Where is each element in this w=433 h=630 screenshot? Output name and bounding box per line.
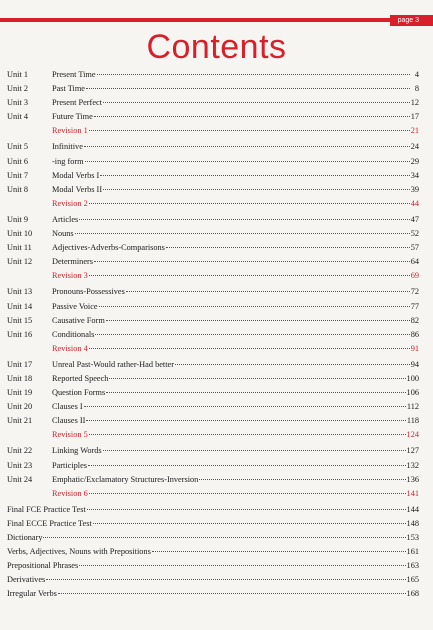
toc-entry: [52, 400, 419, 414]
toc-dot-leader: [79, 559, 405, 566]
toc-dot-leader: [95, 328, 409, 335]
toc-unit-number: Unit 18: [7, 373, 33, 383]
toc-dot-leader: [175, 358, 410, 365]
toc-page-number: 127: [406, 446, 419, 456]
toc-unit-row[interactable]: [7, 96, 419, 110]
toc-appendix-row[interactable]: [7, 531, 419, 545]
toc-entry-title: Linking Words: [52, 446, 102, 456]
toc-entry: [52, 285, 419, 299]
toc-page-number: 21: [410, 126, 419, 136]
toc-page-number: 17: [410, 112, 419, 122]
toc-unit-number: Unit 13: [7, 287, 33, 297]
toc-entry: [52, 372, 419, 386]
toc-unit-row[interactable]: [7, 140, 419, 154]
toc-unit-row[interactable]: [7, 473, 419, 487]
toc-entry-title: Revision 4: [52, 343, 88, 353]
toc-unit-number: Unit 1: [7, 70, 28, 79]
toc-entry: [52, 183, 419, 197]
toc-unit-number: Unit 8: [7, 184, 28, 194]
toc-unit-row[interactable]: [7, 300, 419, 314]
toc-entry: [52, 255, 419, 269]
toc-dot-leader: [99, 300, 410, 307]
toc-revision-row[interactable]: [7, 197, 419, 211]
toc-entry-title: Irregular Verbs: [7, 589, 57, 599]
toc-entry: [52, 155, 419, 169]
toc-entry-title: -ing form: [52, 156, 84, 166]
toc-unit-row[interactable]: [7, 155, 419, 169]
toc-entry: [52, 110, 419, 124]
toc-page-number: 148: [406, 518, 419, 528]
toc-page-number: 52: [410, 229, 419, 239]
toc-entry: [7, 559, 419, 573]
toc-appendix-row[interactable]: [7, 545, 419, 559]
toc-unit-number: Unit 14: [7, 301, 33, 311]
toc-entry: [52, 314, 419, 328]
toc-dot-leader: [85, 155, 410, 162]
toc-unit-row[interactable]: [7, 314, 419, 328]
toc-page-number: 34: [410, 170, 419, 180]
toc-unit-row[interactable]: [7, 82, 419, 96]
toc-entry: [7, 531, 419, 545]
toc-page-number: 100: [406, 373, 419, 383]
toc-entry: [52, 444, 419, 458]
toc-entry-title: Reported Speech: [52, 373, 109, 383]
toc-page-number: 136: [406, 474, 419, 484]
toc-revision-row[interactable]: [7, 487, 419, 501]
toc-page-number: 132: [406, 460, 419, 470]
toc-entry: [52, 227, 419, 241]
toc-entry-title: Determiners: [52, 257, 94, 267]
toc-dot-leader: [100, 169, 409, 176]
toc-entry: [52, 96, 419, 110]
toc-entry-title: Revision 3: [52, 271, 88, 281]
toc-page-number: 106: [406, 388, 419, 398]
toc-unit-row[interactable]: [7, 358, 419, 372]
toc-dot-leader: [97, 68, 410, 75]
toc-unit-number: Unit 15: [7, 315, 33, 325]
toc-entry: [7, 503, 419, 517]
toc-page-number: 82: [410, 315, 419, 325]
toc-unit-row[interactable]: [7, 414, 419, 428]
toc-entry-title: Nouns: [52, 229, 74, 239]
toc-entry-title: Revision 1: [52, 126, 88, 136]
toc-page-number: 141: [406, 488, 419, 498]
toc-dot-leader: [93, 517, 406, 524]
toc-entry: [52, 428, 419, 442]
toc-unit-row[interactable]: [7, 255, 419, 269]
toc-dot-leader: [199, 473, 405, 480]
toc-entry: [7, 517, 419, 531]
toc-unit-number: Unit 7: [7, 170, 28, 180]
toc-dot-leader: [86, 414, 405, 421]
toc-entry: [52, 358, 419, 372]
toc-unit-row[interactable]: [7, 169, 419, 183]
toc-entry: [52, 140, 419, 154]
toc-appendix-row[interactable]: [7, 559, 419, 573]
toc-unit-row[interactable]: [7, 328, 419, 342]
toc-unit-number: Unit 19: [7, 388, 33, 398]
toc-entry: [52, 213, 419, 227]
toc-dot-leader: [58, 587, 406, 594]
toc-appendix-row[interactable]: [7, 573, 419, 587]
toc-entry-title: Passive Voice: [52, 301, 98, 311]
toc-dot-leader: [46, 573, 405, 580]
toc-unit-row[interactable]: [7, 459, 419, 473]
toc-entry: [52, 169, 419, 183]
toc-entry-title: Question Forms: [52, 388, 106, 398]
toc-entry-title: Modal Verbs I: [52, 170, 100, 180]
toc-unit-number: Unit 5: [7, 142, 28, 152]
toc-page-number: 4: [414, 70, 419, 79]
toc-entry-title: Conditionals: [52, 329, 95, 339]
toc-unit-number: Unit 21: [7, 416, 33, 426]
toc-entry: [52, 197, 419, 211]
toc-dot-leader: [103, 444, 406, 451]
toc-entry-title: Final FCE Practice Test: [7, 504, 86, 514]
toc-dot-leader: [89, 428, 406, 435]
toc-unit-number: Unit 9: [7, 214, 28, 224]
toc-page-number: 91: [410, 343, 419, 353]
toc-unit-number: Unit 12: [7, 257, 33, 267]
toc-entry-title: Unreal Past-Would rather-Had better: [52, 359, 174, 369]
toc-unit-number: Unit 20: [7, 402, 33, 412]
toc-dot-leader: [84, 140, 410, 147]
toc-page-number: 165: [406, 575, 419, 585]
toc-dot-leader: [87, 503, 406, 510]
toc-page-number: 12: [410, 98, 419, 108]
toc-dot-leader: [89, 197, 410, 204]
toc-entry-title: Prepositional Phrases: [7, 561, 79, 571]
toc-unit-row[interactable]: [7, 386, 419, 400]
toc-entry: [52, 328, 419, 342]
toc-dot-leader: [89, 342, 410, 349]
toc-entry-title: Causative Form: [52, 315, 105, 325]
toc-dot-leader: [94, 110, 410, 117]
toc-unit-row[interactable]: [7, 241, 419, 255]
toc-page-number: 118: [406, 416, 419, 426]
toc-dot-leader: [75, 227, 410, 234]
toc-dot-leader: [43, 531, 405, 538]
toc-unit-number: Unit 17: [7, 359, 33, 369]
toc-entry-title: Participles: [52, 460, 88, 470]
toc-entry-title: Final ECCE Practice Test: [7, 518, 92, 528]
toc-page-number: 29: [410, 156, 419, 166]
toc-page-number: 77: [410, 301, 419, 311]
toc-unit-number: Unit 10: [7, 229, 33, 239]
toc-entry: [52, 487, 419, 501]
toc-page-number: 161: [406, 547, 419, 557]
toc-page-number: 47: [410, 214, 419, 224]
page-title: Contents: [146, 28, 287, 66]
toc-entry: [52, 342, 419, 356]
toc-dot-leader: [109, 372, 405, 379]
toc-entry-title: Revision 6: [52, 488, 88, 498]
toc-dot-leader: [84, 400, 406, 407]
toc-unit-number: Unit 23: [7, 460, 33, 470]
toc-entry-title: Future Time: [52, 112, 93, 122]
toc-dot-leader: [106, 314, 410, 321]
toc-unit-number: Unit 4: [7, 112, 28, 122]
toc-dot-leader: [103, 96, 410, 103]
toc-entry: [52, 300, 419, 314]
toc-page-number: 112: [406, 402, 419, 412]
toc-page-number: 69: [410, 271, 419, 281]
toc-page-number: 8: [414, 84, 419, 94]
toc-unit-row[interactable]: [7, 372, 419, 386]
toc-page-number: 57: [410, 243, 419, 253]
toc-entry-title: Dictionary: [7, 533, 43, 542]
toc-unit-row[interactable]: [7, 68, 419, 82]
toc-dot-leader: [89, 124, 410, 131]
toc-entry-title: Clauses I: [52, 402, 83, 412]
toc-entry: [7, 573, 419, 587]
toc-appendix-row[interactable]: [7, 503, 419, 517]
toc-entry: [52, 241, 419, 255]
toc-entry-title: Infinitive: [52, 142, 83, 152]
toc-dot-leader: [89, 487, 406, 494]
toc-unit-number: Unit 22: [7, 446, 33, 456]
toc-unit-row[interactable]: [7, 213, 419, 227]
toc-page-number: 94: [410, 359, 419, 369]
toc-unit-number: Unit 6: [7, 156, 28, 166]
toc-entry-title: Derivatives: [7, 575, 46, 585]
toc-revision-row[interactable]: [7, 428, 419, 442]
toc-page-number: 39: [410, 184, 419, 194]
toc-unit-number: Unit 24: [7, 474, 33, 484]
toc-entry: [52, 414, 419, 428]
toc-dot-leader: [88, 459, 406, 466]
toc-revision-row[interactable]: [7, 342, 419, 356]
toc-dot-leader: [103, 183, 410, 190]
toc-page-number: 153: [406, 533, 419, 542]
toc-dot-leader: [89, 269, 410, 276]
toc-revision-row[interactable]: [7, 124, 419, 138]
toc-page-number: 163: [406, 561, 419, 571]
toc-entry: [52, 473, 419, 487]
toc-dot-leader: [86, 82, 410, 89]
toc-unit-row[interactable]: [7, 285, 419, 299]
toc-page-number: 72: [410, 287, 419, 297]
toc-page-number: 124: [406, 430, 419, 440]
toc-page-number: 24: [410, 142, 419, 152]
toc-appendix-row[interactable]: [7, 517, 419, 531]
toc-entry-title: Emphatic/Exclamatory Structures-Inversion: [52, 474, 199, 484]
toc-appendix-row[interactable]: [7, 587, 419, 601]
toc-entry-title: Present Perfect: [52, 98, 102, 108]
toc-entry: [52, 68, 419, 82]
toc-page-number: 64: [410, 257, 419, 267]
toc-revision-row[interactable]: [7, 269, 419, 283]
toc-entry-title: Adjectives-Adverbs-Comparisons: [52, 243, 165, 253]
toc-unit-number: Unit 11: [7, 243, 32, 253]
toc-entry: [52, 269, 419, 283]
toc-entry-title: Pronouns-Possessives: [52, 287, 125, 297]
header-rule: [0, 18, 390, 22]
toc-page-number: 168: [406, 589, 419, 599]
toc-entry: [52, 386, 419, 400]
toc-unit-row[interactable]: [7, 444, 419, 458]
toc-dot-leader: [94, 255, 410, 262]
toc-unit-row[interactable]: [7, 400, 419, 414]
table-of-contents: [7, 68, 419, 601]
toc-unit-row[interactable]: [7, 183, 419, 197]
toc-unit-number: Unit 16: [7, 329, 33, 339]
toc-entry: [7, 545, 419, 559]
toc-entry: [52, 124, 419, 138]
toc-entry: [7, 587, 419, 601]
toc-entry: [52, 459, 419, 473]
toc-entry-title: Clauses II: [52, 416, 86, 426]
toc-entry-title: Past Time: [52, 84, 85, 94]
toc-unit-row[interactable]: [7, 110, 419, 124]
toc-dot-leader: [79, 213, 409, 220]
toc-entry-title: Revision 2: [52, 198, 88, 208]
toc-entry-title: Verbs, Adjectives, Nouns with Prepositions: [7, 547, 151, 557]
toc-unit-number: Unit 2: [7, 84, 28, 94]
toc-entry-title: Revision 5: [52, 430, 88, 440]
page-number-label: page 3: [397, 17, 419, 24]
toc-page-number: 144: [406, 504, 419, 514]
toc-dot-leader: [166, 241, 410, 248]
toc-entry-title: Modal Verbs II: [52, 184, 103, 194]
toc-dot-leader: [106, 386, 405, 393]
toc-entry-title: Articles: [52, 214, 79, 224]
toc-page-number: 44: [410, 198, 419, 208]
toc-entry-title: Present Time: [52, 70, 96, 79]
toc-unit-number: Unit 3: [7, 98, 28, 108]
toc-dot-leader: [152, 545, 406, 552]
toc-entry: [52, 82, 419, 96]
toc-page-number: 86: [410, 329, 419, 339]
page-number-tag: [390, 15, 433, 26]
toc-unit-row[interactable]: [7, 227, 419, 241]
toc-dot-leader: [126, 285, 410, 292]
